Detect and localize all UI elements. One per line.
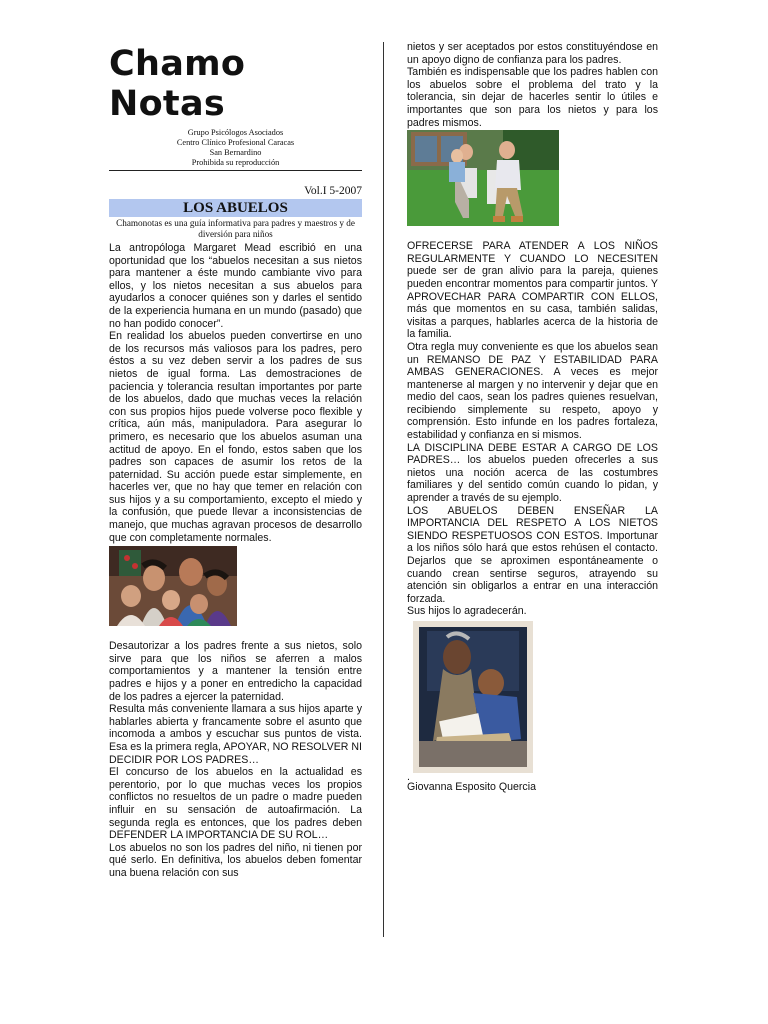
article-paragraph: En realidad los abuelos pueden convertirse en uno de los recursos más valiosos para los padres, pero éstos a su vez deben servir a los padres de sus nietos de igual forma. Las demostraciones de paciencia y tolerancia resultan importantes por parte de los abuelos, dado que muchas veces la relación con sus propios hijos puede volverse poco flexible y crítica, aún más, manipuladora. Para asegurar lo primero, es necesario que los abuelos asuman una actitud de apoyo. En el fondo, estos saben que los padres son capaces de asumir los retos de la paternidad. Su acción puede estar simplemente, en hacerles ver, que no hay que temer en relación con sus hijos y a su comportamiento, excepto el miedo y la confusión, que puede llevar a inconsistencias de manejo, que muchas agravan procesos de desarrollo que con completamente normales.	[109, 330, 362, 544]
copyright-notice: Prohibida su reproducción	[191, 158, 280, 167]
article-paragraph: La antropóloga Margaret Mead escribió en una oportunidad que los “abuelos necesitan a sus nietos para mantener a éste mundo cambiante vivo para ellos, y los nietos necesitan a sus abuelos para ayudarlos a conocer quiénes son y darles el sentido de la experiencia humana en un mundo (pasado) que no han podido conocer”.	[109, 242, 362, 330]
author-name: Giovanna Esposito Quercia	[407, 780, 536, 793]
publisher-line: Centro Clínico Profesional Caracas	[176, 138, 295, 147]
publisher-block	[109, 128, 362, 168]
grandfather-reading-graphic	[413, 621, 533, 773]
article-paragraph: LA DISCIPLINA DEBE ESTAR A CARGO DE LOS PADRES… los abuelos pueden ofrecerles a sus nietos una noción acerca de las costumbres familiares y del sentido común cuando lo pidan, y aprender a través de su ejemplo.	[407, 441, 658, 505]
article-paragraph: También es indispensable que los padres hablen con los abuelos sobre el problema del trato y la tolerancia, sin dejar de hacerles sentir lo útiles e importantes que son para los nietos y para los padres mismos.	[407, 66, 658, 129]
masthead-title	[109, 44, 362, 124]
article-paragraph: OFRECERSE PARA ATENDER A LOS NIÑOS REGULARMENTE Y CUANDO LO NECESITEN puede ser de gran alivio para la pareja, quienes pueden encontrar momentos para compartir juntos. Y APROVECHAR PARA COMPARTIR CON ELLOS, más que momentos en su casa, también salidas, visitas a parques, hablarles acerca de la historia de la familia.	[407, 240, 658, 341]
column-divider	[383, 42, 384, 937]
publisher-line: San Bernardino	[209, 148, 262, 157]
trailing-dot: .	[407, 770, 410, 783]
volume-label: Vol.I 5-2007	[304, 185, 362, 197]
section-title: LOS ABUELOS	[109, 199, 362, 217]
article-paragraph: Otra regla muy conveniente es que los abuelos sean un REMANSO DE PAZ Y ESTABILIDAD PARA AMBAS GENERACIONES. A veces es mejor mantenerse al margen y no intervenir y dejar que en medio del caos, sean los padres quienes resuelvan, recibiendo simplemente su respeto, apoyo y comprensión. Esto infunde en los padres fortaleza, estabilidad y confianza en si mismos.	[407, 340, 658, 442]
tagline: Chamonotas es una guía informativa para padres y maestros y de diversión para niños	[116, 218, 355, 239]
article-paragraph: El concurso de los abuelos en la actualidad es perentorio, por lo que muchas veces los propios conflictos no resueltos de un padre o madre pueden influir en su sensación de autoafirmación. La segunda regla es entonces, que los padres deben DEFENDER LA IMPORTANCIA DE SU ROL…	[109, 766, 362, 842]
masthead-line-1: Chamo	[109, 44, 246, 84]
article-paragraph: Los abuelos no son los padres del niño, ni tienen por qué serlo. En definitiva, los abuelos deben fomentar una buena relación con sus	[109, 841, 362, 879]
grandparents-garden-photo	[407, 130, 559, 226]
grandparents-garden-graphic	[407, 130, 559, 226]
grandfather-reading-photo	[413, 621, 533, 773]
family-photo-graphic	[109, 546, 237, 626]
article-paragraph: nietos y ser aceptados por estos constituyéndose en un apoyo digno de confianza para los padres.	[407, 41, 658, 66]
article-paragraph: Resulta más conveniente llamara a sus hijos aparte y hablarles abierta y francamente sobre el asunto que incomoda a ambos y escuchar sus puntos de vista. Esa es la primera regla, APOYAR, NO RESOLVER NI DECIDIR POR LOS PADRES…	[109, 703, 362, 766]
article-paragraph: Desautorizar a los padres frente a sus nietos, solo sirve para que los niños se aferren a malos comportamientos y a mantener la tensión entre padres e hijos y a poner en entredicho la capacidad de los padres a ejercer la paternidad.	[109, 640, 362, 703]
left-column	[109, 44, 362, 880]
right-column	[407, 41, 658, 794]
closing-line: Sus hijos lo agradecerán.	[407, 605, 527, 618]
article-paragraph: LOS ABUELOS DEBEN ENSEÑAR LA IMPORTANCIA DEL RESPETO A LOS NIETOS SIENDO RESPETUOSOS CON ESTOS. Importunar a los niños sólo hará que estos rehúsen el contacto. Dejarlos que se aproximen espontáneamente o cuando crean sentirse seguros, atrayendo su atención sin obligarlos a entrar en una interacción forzada.	[407, 504, 658, 605]
masthead-line-2: Notas	[109, 84, 226, 124]
family-photo	[109, 546, 237, 626]
masthead-rule	[109, 170, 362, 171]
publisher-line: Grupo Psicólogos Asociados	[187, 128, 284, 137]
